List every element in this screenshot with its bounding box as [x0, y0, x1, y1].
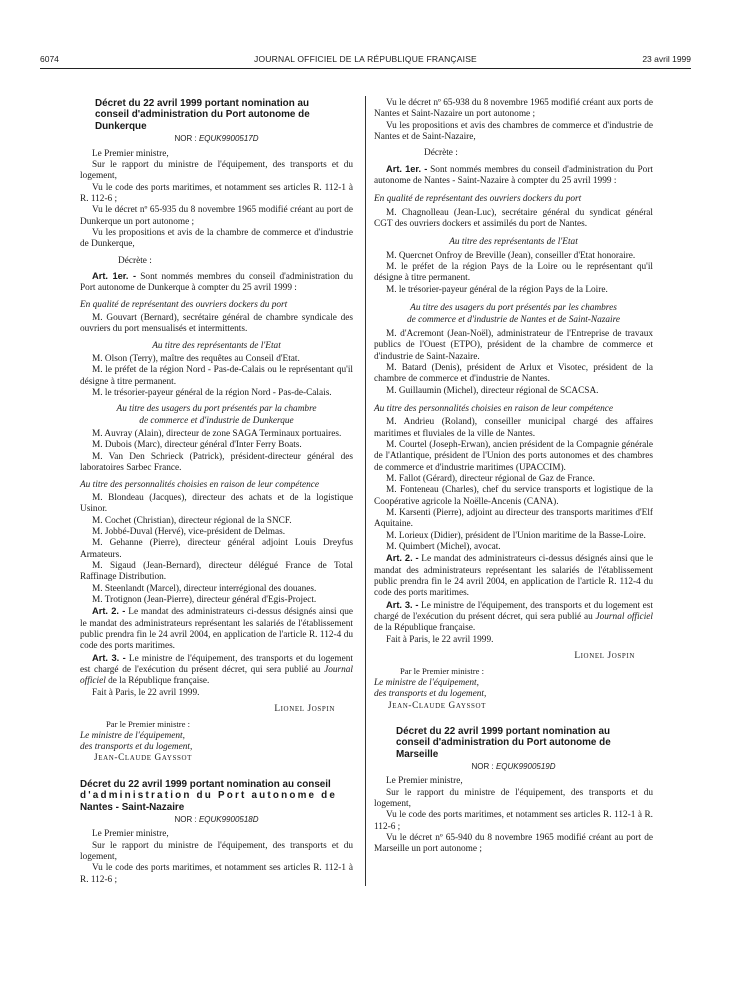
decree-title-line: d'administration du Port autonome de — [80, 790, 338, 802]
decrete: Décrète : — [424, 148, 458, 159]
paragraph: Vu le décret nº 65-940 du 8 novembre 1965 modifié créant au port de Marseille un port autonome ; — [374, 833, 653, 855]
paragraph: Le Premier ministre, — [386, 776, 463, 787]
member: M. Van Den Schrieck (Patrick), président-directeur général des laboratoires Sarbec France. — [80, 451, 353, 474]
paragraph: Vu le décret nº 65-935 du 8 novembre 1965 modifié créant au port de Dunkerque un port autonome ; — [80, 205, 353, 227]
decree-title-line: Décret du 22 avril 1999 portant nomination au — [95, 98, 310, 109]
member: M. le préfet de la région Nord - Pas-de-Calais ou le représentant qu'il désigne à titre permanent. — [80, 365, 353, 387]
member: M. le trésorier-payeur général de la région Pays de la Loire. — [386, 284, 608, 295]
section-heading: de commerce et d'industrie de Nantes et de Saint-Nazaire — [406, 314, 620, 325]
fait-a-paris: Fait à Paris, le 22 avril 1999. — [386, 634, 494, 645]
minister-name: Jean-Claude Gayssot — [388, 700, 487, 711]
nor-reference: NOR : EQUK9900517D — [174, 134, 259, 144]
member: M. Gehanne (Pierre), directeur général adjoint Louis Dreyfus Armateurs. — [80, 538, 353, 560]
section-heading: Au titre des usagers du port présentés par les chambres — [410, 303, 617, 314]
member: M. Jobbé-Duval (Hervé), vice-président de Delmas. — [92, 526, 286, 537]
member: M. Gouvart (Bernard), secrétaire général de chambre syndicale des ouvriers du port mensualisés et intermittents. — [80, 313, 353, 335]
page-number: 6074 — [40, 54, 59, 64]
member: M. Cochet (Christian), directeur régional de la SNCF. — [92, 515, 292, 526]
member: M. d'Acremont (Jean-Noël), administrateur de l'Entreprise de travaux publics de l'Ouest (ETPO), président de la chambre de commerce et d'industrie de Saint-Nazaire. — [374, 328, 653, 362]
paragraph: Vu le code des ports maritimes, et notamment ses articles R. 112-1 à R. 112-6 ; — [374, 810, 653, 832]
header-rule — [40, 68, 691, 69]
member: M. Blondeau (Jacques), directeur des achats et de la logistique Usinor. — [80, 492, 353, 515]
member: M. Quimbert (Michel), avocat. — [386, 542, 501, 553]
decree-marseille — [374, 726, 653, 856]
decree-title-line: Marseille — [396, 748, 439, 760]
paragraph: Vu le code des ports maritimes, et notamment ses articles R. 112-1 à R. 112-6 ; — [80, 182, 353, 204]
article-2: Art. 2. - Le mandat des administrateurs ci-dessus désignés ainsi que le mandat des administrateurs représentant les salariés de l'établissement public prendra fin le 24 avril 2004, en application de l'article R. 112-4 du code des ports maritimes. — [374, 553, 653, 599]
decree-title-line: Décret du 22 avril 1999 portant nomination au — [396, 725, 611, 737]
decree-title-line: conseil d'administration du Port autonome de — [95, 109, 310, 121]
page-header — [40, 54, 691, 68]
section-heading: Au titre des représentants de l'Etat — [449, 237, 578, 248]
article-2: Art. 2. - Le mandat des administrateurs ci-dessus désignés ainsi que le mandat des administrateurs représentant les salariés de l'établissement public prendra fin le 24 avril 2004, en application de l'article R. 112-4 du code des ports maritimes. — [80, 606, 353, 652]
member: M. Steenlandt (Marcel), directeur interrégional des douanes. — [92, 583, 317, 594]
decree-nantes-continued — [374, 98, 653, 712]
decrete: Décrète : — [118, 255, 152, 266]
article-3: Art. 3. - Le ministre de l'équipement, des transports et du logement est chargé de l'exécution du présent décret, qui sera publié au Journal officiel de la République française. — [374, 599, 654, 634]
member: M. Chagnolleau (Jean-Luc), secrétaire général du syndicat général CGT des ouvriers dockers et assimilés du port de Nantes. — [374, 207, 653, 230]
minister-title: des transports et du logement, — [80, 742, 193, 753]
journal-title: JOURNAL OFFICIEL DE LA RÉPUBLIQUE FRANÇAISE — [254, 54, 477, 64]
member: M. Lorieux (Didier), président de l'Union maritime de la Basse-Loire. — [386, 530, 646, 541]
column-divider — [365, 96, 366, 886]
section-heading: de commerce et d'industrie de Dunkerque — [139, 415, 294, 426]
section-heading: Au titre des usagers du port présentés par la chambre — [116, 404, 317, 415]
par-le-premier-ministre: Par le Premier ministre : — [106, 719, 191, 730]
minister-name: Jean-Claude Gayssot — [94, 753, 193, 764]
left-column — [80, 98, 353, 886]
minister-title: des transports et du logement, — [374, 689, 487, 700]
article-1: Art. 1er. - Sont nommés membres du conseil d'administration du Port autonome de Dunkerque à compter du 25 avril 1999 : — [80, 271, 353, 294]
member: M. Dubois (Marc), directeur général d'Inter Ferry Boats. — [92, 440, 302, 451]
member: M. Fonteneau (Charles), chef du service transports et logistique de la Coopérative agricole la Noëlle-Ancenis (CANA). — [374, 485, 653, 507]
decree-nantes — [80, 779, 353, 886]
right-column — [374, 98, 653, 856]
member: M. Andrieu (Roland), conseiller municipal chargé des affaires maritimes et fluviales de la ville de Nantes. — [374, 417, 653, 439]
nor-reference: NOR : EQUK9900518D — [174, 814, 259, 824]
member: M. Guillaumin (Michel), directeur régional de SCACSA. — [386, 385, 599, 396]
paragraph: Vu le décret nº 65-938 du 8 novembre 1965 modifié créant aux ports de Nantes et Saint-Nazaire un port autonome ; — [374, 98, 653, 120]
fait-a-paris: Fait à Paris, le 22 avril 1999. — [92, 687, 200, 698]
decree-title-line: Nantes - Saint-Nazaire — [80, 801, 185, 813]
minister-title: Le ministre de l'équipement, — [80, 730, 185, 741]
member: M. le trésorier-payeur général de la région Nord - Pas-de-Calais. — [92, 388, 332, 399]
member: M. Quercnet Onfroy de Breville (Jean), conseiller d'Etat honoraire. — [386, 250, 636, 261]
member: M. le préfet de la région Pays de la Loire ou le représentant qu'il désigne à titre permanent. — [374, 262, 653, 284]
section-heading: Au titre des représentants de l'Etat — [152, 340, 281, 351]
paragraph: Sur le rapport du ministre de l'équipement, des transports et du logement, — [80, 159, 353, 182]
signer-name: Lionel Jospin — [574, 651, 635, 662]
par-le-premier-ministre: Par le Premier ministre : — [400, 666, 485, 677]
decree-title-line: Décret du 22 avril 1999 portant nomination au conseil — [80, 778, 331, 790]
section-heading: En qualité de représentant des ouvriers dockers du port — [374, 194, 582, 205]
paragraph: Le Premier ministre, — [92, 148, 169, 159]
paragraph: Le Premier ministre, — [92, 829, 169, 840]
article-3: Art. 3. - Le ministre de l'équipement, des transports et du logement est chargé de l'exécution du présent décret, qui sera publié au Journal officiel de la République française. — [80, 652, 353, 687]
nor-reference: NOR : EQUK9900519D — [471, 762, 556, 772]
member: M. Auvray (Alain), directeur de zone SAGA Terminaux portuaires. — [92, 429, 342, 440]
issue-date: 23 avril 1999 — [642, 54, 691, 64]
member: M. Olson (Terry), maître des requêtes au Conseil d'Etat. — [92, 354, 300, 365]
paragraph: Vu le code des ports maritimes, et notamment ses articles R. 112-1 à R. 112-6 ; — [80, 863, 353, 885]
section-heading: Au titre des personnalités choisies en raison de leur compétence — [80, 479, 319, 490]
member: M. Karsenti (Pierre), adjoint au directeur des transports maritimes d'Elf Aquitaine. — [374, 508, 653, 530]
paragraph: Sur le rapport du ministre de l'équipement, des transports et du logement, — [80, 840, 353, 862]
minister-title: Le ministre de l'équipement, — [374, 677, 479, 688]
decree-title-line: Dunkerque — [95, 120, 147, 132]
member: M. Batard (Denis), président de Arlux et Visotec, président de la chambre de commerce et d'industrie de Nantes. — [374, 362, 653, 385]
section-heading: En qualité de représentant des ouvriers dockers du port — [80, 299, 288, 310]
signer-name: Lionel Jospin — [274, 704, 335, 715]
article-1: Art. 1er. - Sont nommés membres du conseil d'administration du Port autonome de Nantes - Saint-Nazaire à compter du 25 avril 1999 : — [374, 163, 653, 187]
paragraph: Vu les propositions et avis de la chambre de commerce et d'industrie de Dunkerque, — [80, 227, 353, 250]
member: M. Sigaud (Jean-Bernard), directeur délégué France de Total Raffinage Distribution. — [80, 560, 353, 583]
paragraph: Vu les propositions et avis des chambres de commerce et d'industrie de Nantes et de Saint-Nazaire, — [374, 120, 653, 143]
paragraph: Sur le rapport du ministre de l'équipement, des transports et du logement, — [374, 787, 653, 810]
member: M. Fallot (Gérard), directeur régional de Gaz de France. — [386, 473, 595, 484]
member: M. Courtel (Joseph-Erwan), ancien président de la Compagnie générale de l'Atlantique, président de l'Union des ports autonomes et des chambres de commerce et d'industrie maritimes (UPACCIM). — [374, 439, 653, 473]
decree-title-line: conseil d'administration du Port autonome de — [396, 737, 611, 749]
decree-dunkerque — [80, 98, 353, 765]
section-heading: Au titre des personnalités choisies en raison de leur compétence — [374, 403, 613, 414]
member: M. Trotignon (Jean-Pierre), directeur général d'Egis-Project. — [92, 594, 317, 605]
